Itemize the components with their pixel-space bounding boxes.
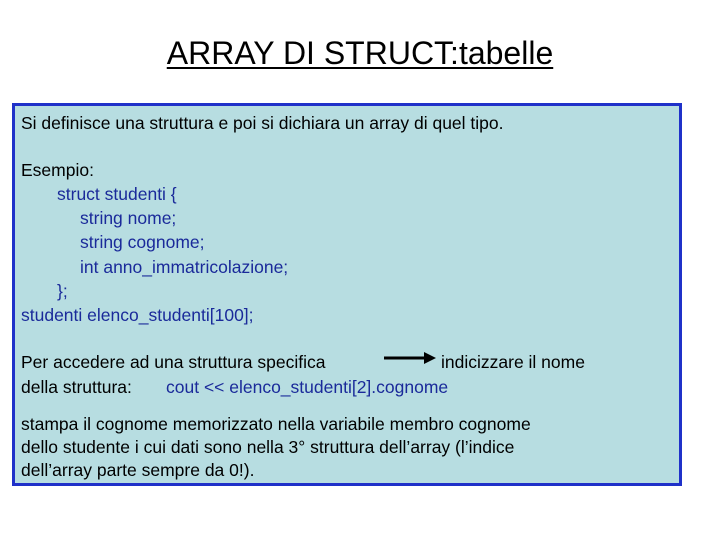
access-code: cout << elenco_studenti[2].cognome bbox=[166, 377, 449, 397]
code-line-struct: struct studenti { bbox=[57, 184, 177, 204]
explanation-line-1: stampa il cognome memorizzato nella variabile membro cognome bbox=[21, 414, 531, 434]
code-line-cognome: string cognome; bbox=[80, 232, 205, 252]
access-line2-prefix: della struttura: bbox=[21, 377, 132, 397]
intro-text: Si definisce una struttura e poi si dichiara un array di quel tipo. bbox=[21, 113, 504, 133]
explanation-line-2: dello studente i cui dati sono nella 3° struttura dell’array (l’indice bbox=[21, 437, 515, 457]
slide-title: ARRAY DI STRUCT:tabelle bbox=[166, 35, 554, 71]
code-line-anno: int anno_immatricolazione; bbox=[80, 257, 289, 277]
example-label: Esempio: bbox=[21, 160, 94, 180]
access-text-right: indicizzare il nome bbox=[441, 352, 585, 372]
explanation-line-3: dell’array parte sempre da 0!). bbox=[21, 460, 255, 480]
right-arrow-icon bbox=[384, 351, 436, 365]
access-text-left: Per accedere ad una struttura specifica bbox=[21, 352, 326, 372]
code-line-nome: string nome; bbox=[80, 208, 177, 228]
code-line-declaration: studenti elenco_studenti[100]; bbox=[21, 305, 254, 325]
code-line-close: }; bbox=[57, 281, 68, 301]
